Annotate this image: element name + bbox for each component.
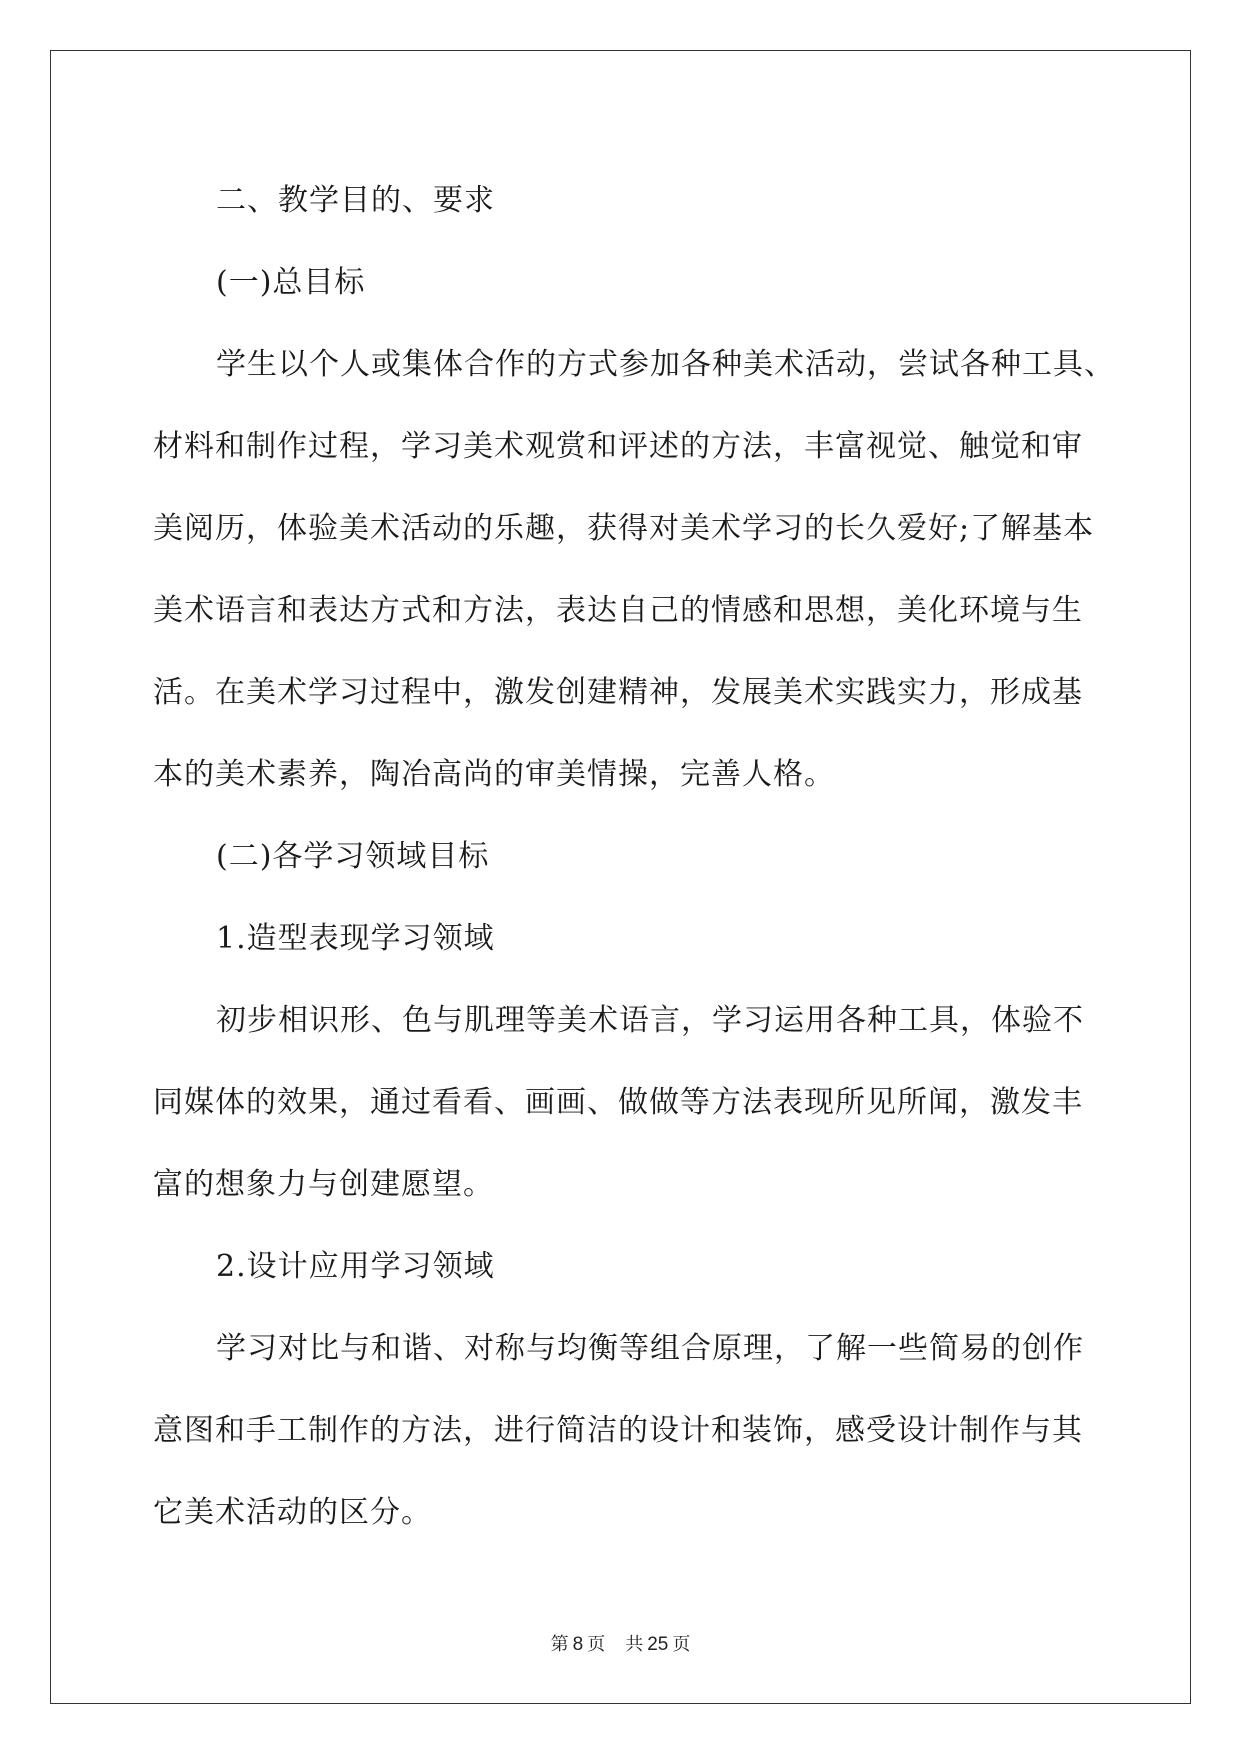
paragraph-line: 活。在美术学习过程中，激发创建精神，发展美术实践实力，形成基 — [153, 675, 1083, 710]
section-heading: 二、教学目的、要求 — [216, 183, 495, 218]
paragraph-line: 学生以个人或集体合作的方式参加各种美术活动，尝试各种工具、 — [216, 347, 1115, 382]
item-heading: 1.造型表现学习领域 — [216, 921, 495, 956]
item-heading: 2.设计应用学习领域 — [216, 1249, 495, 1284]
paragraph-line: 材料和制作过程，学习美术观赏和评述的方法，丰富视觉、触觉和审 — [153, 429, 1083, 464]
document-body — [153, 160, 1115, 1554]
subsection-heading: (一)总目标 — [216, 265, 366, 300]
paragraph-line: 意图和手工制作的方法，进行简洁的设计和装饰，感受设计制作与其 — [153, 1413, 1083, 1448]
page-number: 8 — [572, 1634, 584, 1655]
page-suffix: 页 — [587, 1634, 606, 1655]
total-prefix: 共 — [625, 1634, 644, 1655]
total-pages: 25 — [647, 1634, 669, 1655]
paragraph-line: 学习对比与和谐、对称与均衡等组合原理，了解一些简易的创作 — [216, 1331, 1084, 1366]
subsection-heading: (二)各学习领域目标 — [216, 839, 490, 874]
paragraph-line: 美术语言和表达方式和方法，表达自己的情感和思想，美化环境与生 — [153, 593, 1083, 628]
paragraph-line: 美阅历，体验美术活动的乐趣，获得对美术学习的长久爱好;了解基本 — [153, 511, 1095, 546]
paragraph-line: 本的美术素养，陶冶高尚的审美情操，完善人格。 — [153, 757, 835, 792]
page-footer — [0, 1630, 1241, 1656]
page-prefix: 第 — [550, 1634, 569, 1655]
paragraph-line: 它美术活动的区分。 — [153, 1495, 432, 1530]
paragraph-line: 富的想象力与创建愿望。 — [153, 1167, 494, 1202]
paragraph-line: 初步相识形、色与肌理等美术语言，学习运用各种工具，体验不 — [216, 1003, 1084, 1038]
paragraph-line: 同媒体的效果，通过看看、画画、做做等方法表现所见所闻，激发丰 — [153, 1085, 1083, 1120]
total-suffix: 页 — [672, 1634, 691, 1655]
